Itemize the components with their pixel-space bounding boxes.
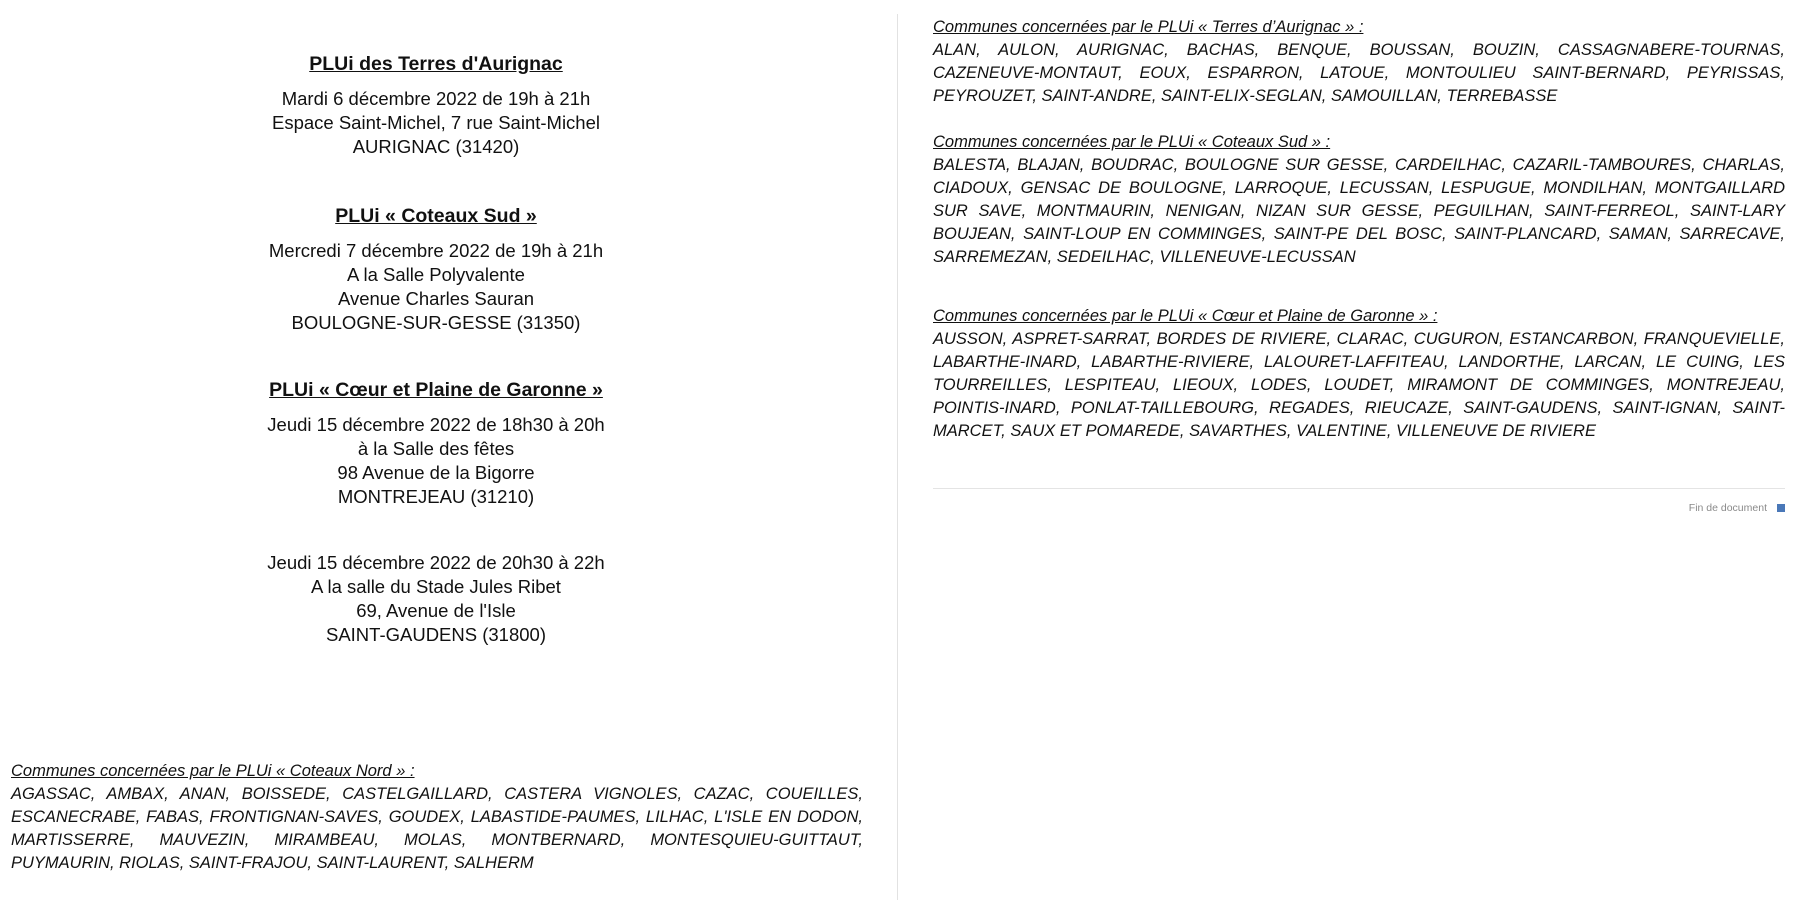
event-coteaux-sud xyxy=(0,203,872,335)
end-of-document-square-icon xyxy=(1777,504,1785,512)
event-aurignac xyxy=(0,51,872,159)
event-city: AURIGNAC (31420) xyxy=(352,136,520,157)
event-date: Mardi 6 décembre 2022 de 19h à 21h xyxy=(281,88,591,109)
end-of-document-rule xyxy=(933,488,1785,489)
event-date: Jeudi 15 décembre 2022 de 18h30 à 20h xyxy=(267,414,605,435)
communes-list: BALESTA, BLAJAN, BOUDRAC, BOULOGNE SUR GESSE, CARDEILHAC, CAZARIL-TAMBOURES, CHARLAS, CIADOUX, GENSAC DE BOULOGNE, LARROQUE, LECUSSAN, LESPUGUE, MONDILHAN, MONTGAILLARD SUR SAVE, MONTMAURIN, NENIGAN, NIZAN SUR GESSE, PEGUILHAN, SAINT-FERREOL, SAINT-LARY BOUJEAN, SAINT-LOUP EN COMMINGES, SAINT-PE DEL BOSC, SAINT-PLANCARD, SAMAN, SARRECAVE, SARREMEZAN, SEDEILHAC, VILLENEUVE-LECUSSAN xyxy=(933,156,1785,266)
communes-heading: Communes concernées par le PLUi « Coteaux Sud » : xyxy=(933,133,1331,151)
end-of-document-marker xyxy=(1689,502,1785,514)
event-garonne-saint-gaudens xyxy=(0,551,872,647)
event-garonne-montrejeau xyxy=(0,377,872,509)
event-venue: A la salle du Stade Jules Ribet xyxy=(311,576,561,597)
right-column xyxy=(933,14,1785,900)
event-date: Mercredi 7 décembre 2022 de 19h à 21h xyxy=(268,240,604,261)
column-divider xyxy=(897,14,898,900)
communes-coteaux-nord xyxy=(11,760,863,875)
event-venue: A la Salle Polyvalente xyxy=(347,264,525,285)
communes-coeur-plaine-garonne xyxy=(933,305,1785,443)
left-column xyxy=(0,0,895,901)
event-address: 69, Avenue de l'Isle xyxy=(356,600,516,621)
event-city: SAINT-GAUDENS (31800) xyxy=(325,624,546,645)
communes-list: ALAN, AULON, AURIGNAC, BACHAS, BENQUE, BOUSSAN, BOUZIN, CASSAGNABERE-TOURNAS, CAZENEUVE-MONTAUT, EOUX, ESPARRON, LATOUE, MONTOULIEU SAINT-BERNARD, PEYRISSAS, PEYROUZET, SAINT-ANDRE, SAINT-ELIX-SEGLAN, SAMOUILLAN, TERREBASSE xyxy=(933,41,1785,105)
end-of-document-label: Fin de document xyxy=(1688,502,1767,514)
event-address: 98 Avenue de la Bigorre xyxy=(337,462,535,483)
communes-terres-aurignac xyxy=(933,16,1785,108)
event-title: PLUi « Cœur et Plaine de Garonne » xyxy=(269,379,603,401)
communes-heading: Communes concernées par le PLUi « Coteaux Nord » : xyxy=(11,762,415,780)
event-city: MONTREJEAU (31210) xyxy=(337,486,535,507)
event-address: Avenue Charles Sauran xyxy=(337,288,535,309)
communes-coteaux-sud xyxy=(933,131,1785,269)
communes-heading: Communes concernées par le PLUi « Cœur et Plaine de Garonne » : xyxy=(933,307,1438,325)
communes-heading: Communes concernées par le PLUi « Terres d’Aurignac » : xyxy=(933,18,1364,36)
communes-list: AGASSAC, AMBAX, ANAN, BOISSEDE, CASTELGAILLARD, CASTERA VIGNOLES, CAZAC, COUEILLES, ESCANECRABE, FABAS, FRONTIGNAN-SAVES, GOUDEX, LABASTIDE-PAUMES, LILHAC, L'ISLE EN DODON, MARTISSERRE, MAUVEZIN, MIRAMBEAU, MOLAS, MONTBERNARD, MONTESQUIEU-GUITTAUT, PUYMAURIN, RIOLAS, SAINT-FRAJOU, SAINT-LAURENT, SALHERM xyxy=(11,785,863,872)
event-venue: à la Salle des fêtes xyxy=(357,438,515,459)
communes-list: AUSSON, ASPRET-SARRAT, BORDES DE RIVIERE, CLARAC, CUGURON, ESTANCARBON, FRANQUEVIELLE, LABARTHE-INARD, LABARTHE-RIVIERE, LALOURET-LAFFITEAU, LANDORTHE, LARCAN, LE CUING, LES TOURREILLES, LESPITEAU, LIEOUX, LODES, LOUDET, MIRAMONT DE COMMINGES, MONTREJEAU, POINTIS-INARD, PONLAT-TAILLEBOURG, REGADES, RIEUCAZE, SAINT-GAUDENS, SAINT-IGNAN, SAINT-MARCET, SAUX ET POMAREDE, SAVARTHES, VALENTINE, VILLENEUVE DE RIVIERE xyxy=(933,330,1785,440)
event-venue: Espace Saint-Michel, 7 rue Saint-Michel xyxy=(271,112,600,133)
event-title: PLUi des Terres d'Aurignac xyxy=(309,53,563,75)
event-date: Jeudi 15 décembre 2022 de 20h30 à 22h xyxy=(267,552,605,573)
event-city: BOULOGNE-SUR-GESSE (31350) xyxy=(291,312,581,333)
event-title: PLUi « Coteaux Sud » xyxy=(335,205,537,227)
